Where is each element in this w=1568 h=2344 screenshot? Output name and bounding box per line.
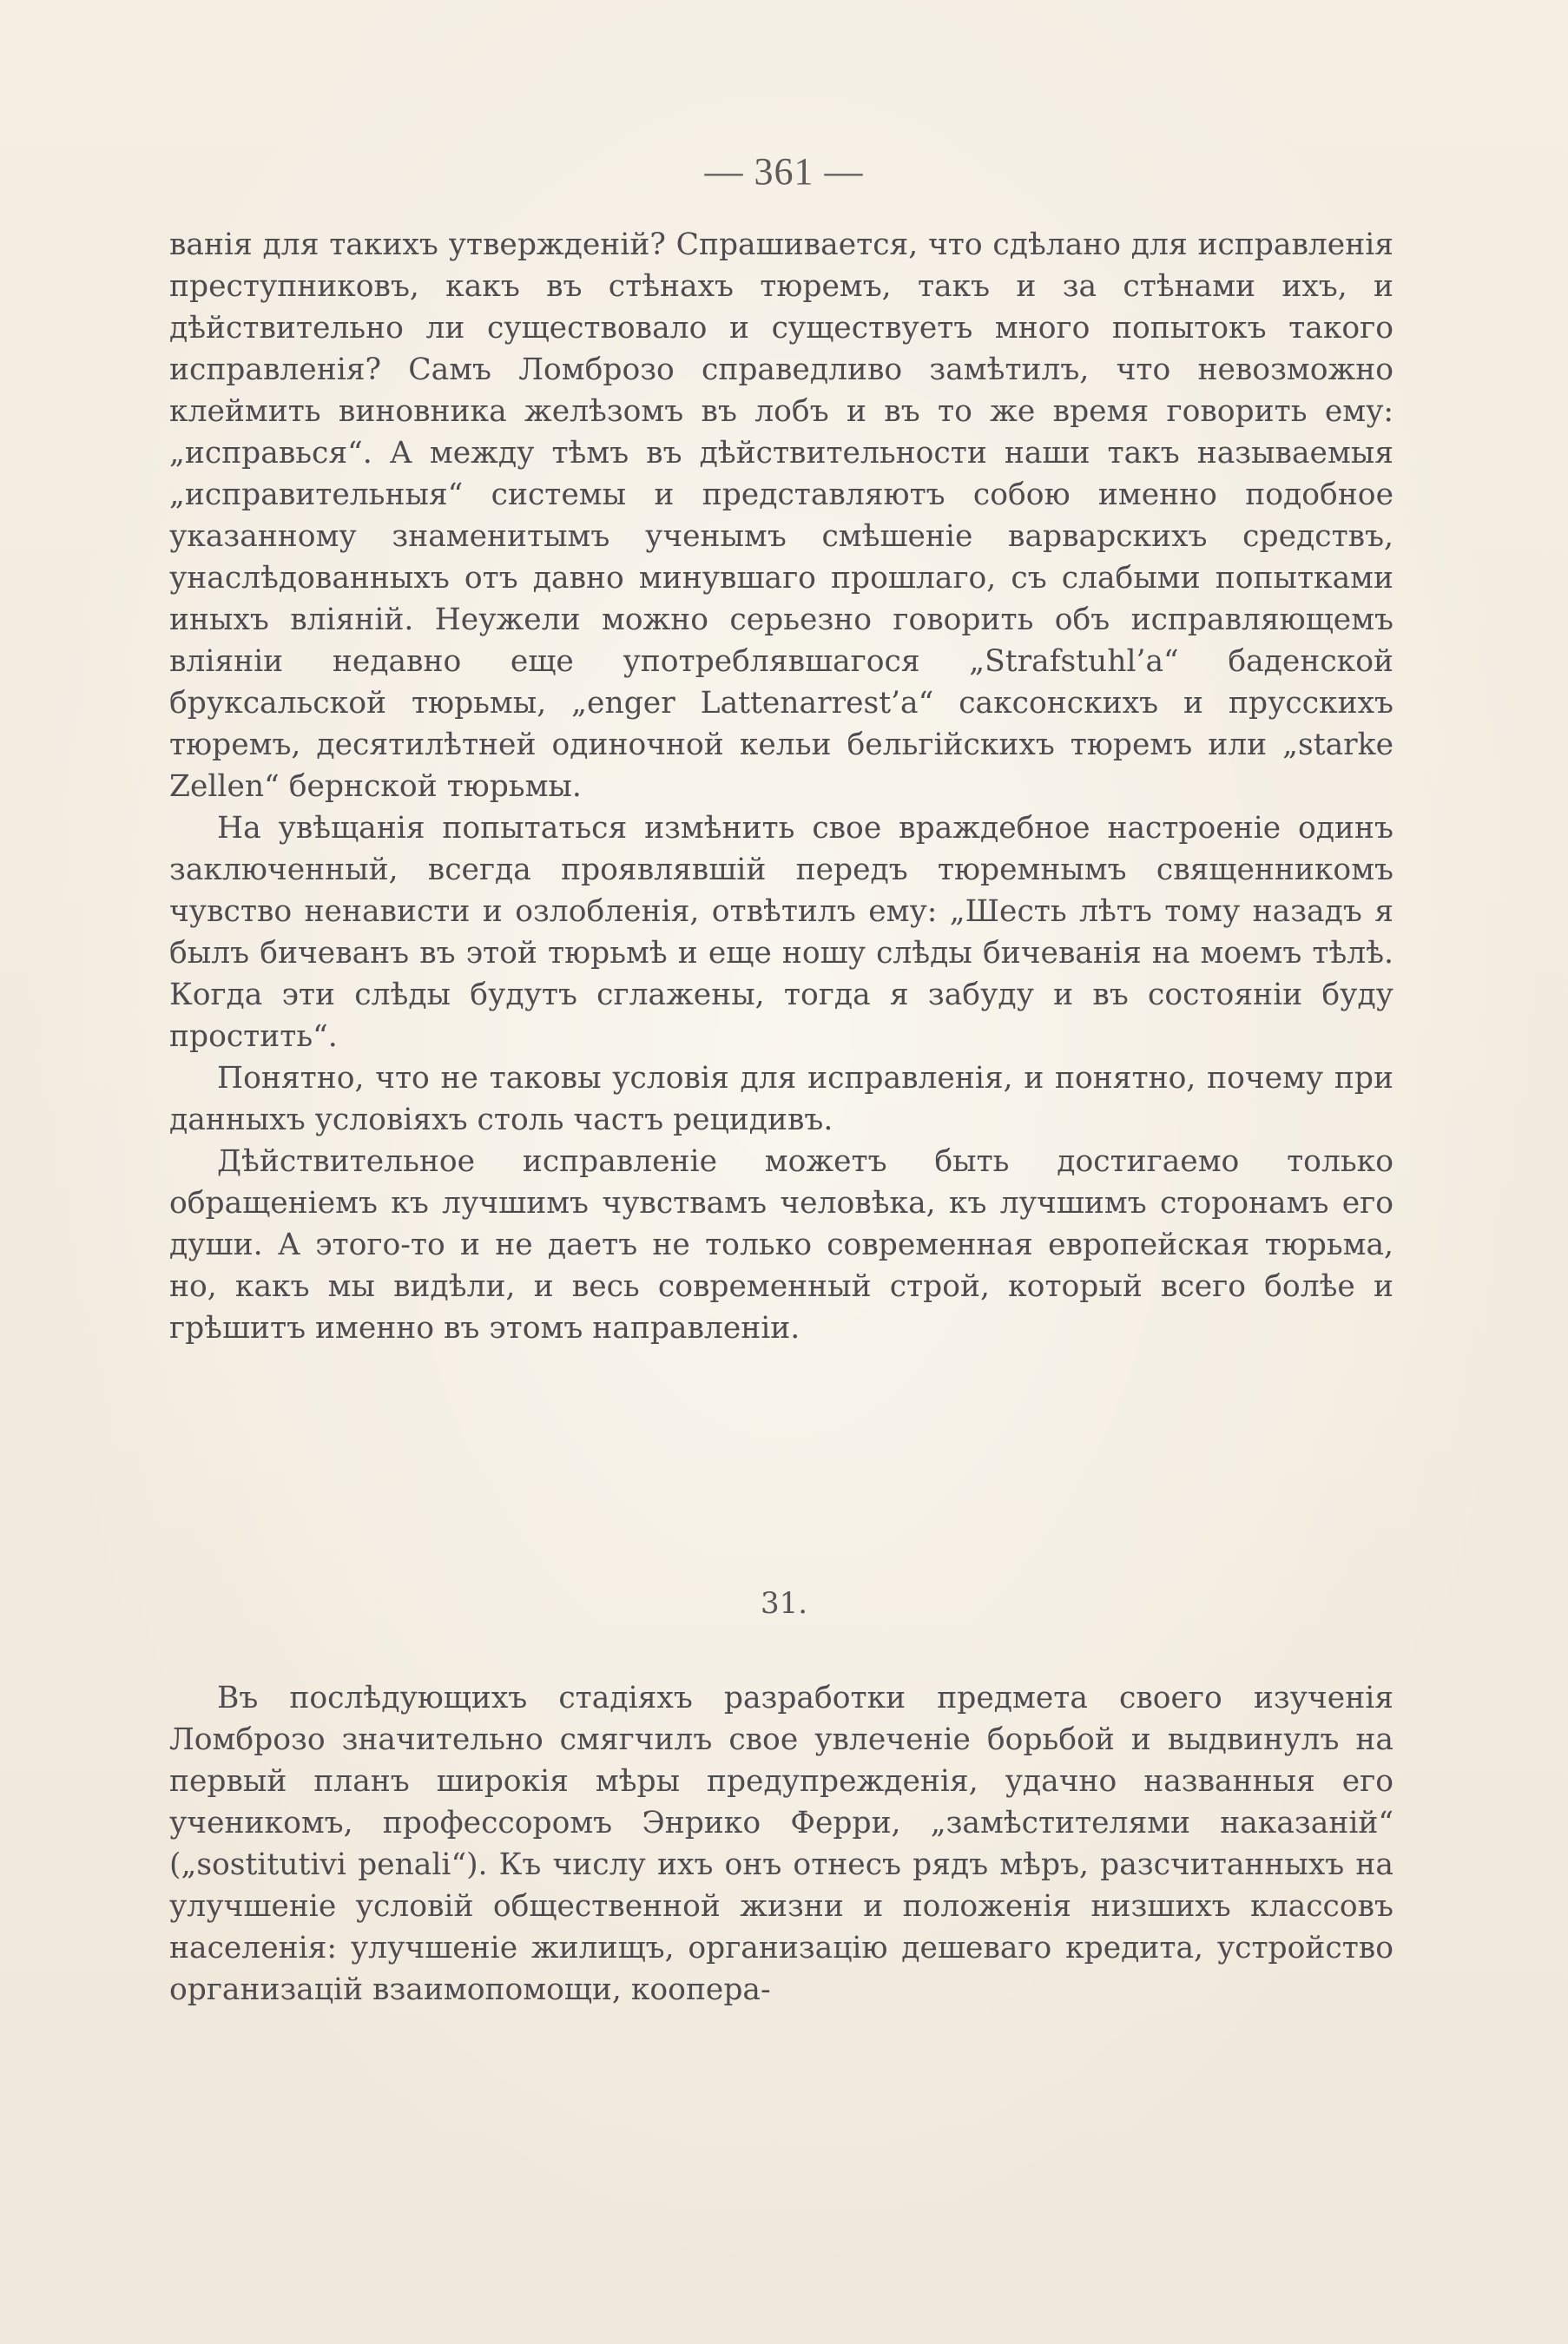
body-text bbox=[169, 224, 1393, 1349]
section-number: 31. bbox=[760, 1586, 808, 1621]
paragraph: Въ послѣдующихъ стадіяхъ разработки предмета своего изученія Ломброзо значительно смягчилъ свое увлеченіе борьбой и выдвинулъ на первый планъ широкія мѣры предупрежденія, удачно названныя его ученикомъ, профессоромъ Энрико Ферри, „замѣстителями наказаній“ („sostitutivi penali“). Къ числу ихъ онъ отнесъ рядъ мѣръ, разсчитанныхъ на улучшеніе условій общественной жизни и положенія низшихъ классовъ населенія: улучшеніе жилищъ, организацію дешеваго кредита, устройство организацій взаимопомощи, коопера- bbox=[169, 1681, 1393, 2007]
page-number: — 361 — bbox=[704, 150, 864, 193]
paragraph: Дѣйствительное исправленіе можетъ быть достигаемо только обращеніемъ къ лучшимъ чувствамъ человѣка, къ лучшимъ сторонамъ его души. А этого-то и не даетъ не только современная европейская тюрьма, но, какъ мы видѣли, и весь современный строй, который всего болѣе и грѣшитъ именно въ этомъ направленіи. bbox=[169, 1144, 1393, 1346]
paragraph: ванія для такихъ утвержденій? Спрашивается, что сдѣлано для исправленія преступниковъ, какъ въ стѣнахъ тюремъ, такъ и за стѣнами ихъ, и дѣйствительно ли существовало и существуетъ много попытокъ такого исправленія? Самъ Ломброзо справедливо замѣтилъ, что невозможно клеймить виновника желѣзомъ въ лобъ и въ то же время говорить ему: „исправься“. А между тѣмъ въ дѣйствительности наши такъ называемыя „исправительныя“ системы и представляютъ собою именно подобное указанному знаменитымъ ученымъ смѣшеніе варварскихъ средствъ, унаслѣдованныхъ отъ давно минувшаго прошлаго, съ слабыми попытками иныхъ вліяній. Неужели можно серьезно говорить объ исправляющемъ вліяніи недавно еще употреблявшагося „Strafstuhl’a“ баденской бруксальской тюрьмы, „enger Lattenarrest’a“ саксонскихъ и прусскихъ тюремъ, десятилѣтней одиночной кельи бельгійскихъ тюремъ или „starke Zellen“ бернской тюрьмы. bbox=[169, 227, 1393, 804]
paragraph: Понятно, что не таковы условія для исправленія, и понятно, почему при данныхъ условіяхъ столь частъ рецидивъ. bbox=[169, 1061, 1393, 1137]
section-text bbox=[169, 1677, 1393, 2011]
paragraph: На увѣщанія попытаться измѣнить свое враждебное настроеніе одинъ заключенный, всегда проявлявшій передъ тюремнымъ священникомъ чувство ненависти и озлобленія, отвѣтилъ ему: „Шесть лѣтъ тому назадъ я былъ бичеванъ въ этой тюрьмѣ и еще ношу слѣды бичеванія на моемъ тѣлѣ. Когда эти слѣды будутъ сглажены, тогда я забуду и въ состояніи буду простить“. bbox=[169, 811, 1393, 1054]
